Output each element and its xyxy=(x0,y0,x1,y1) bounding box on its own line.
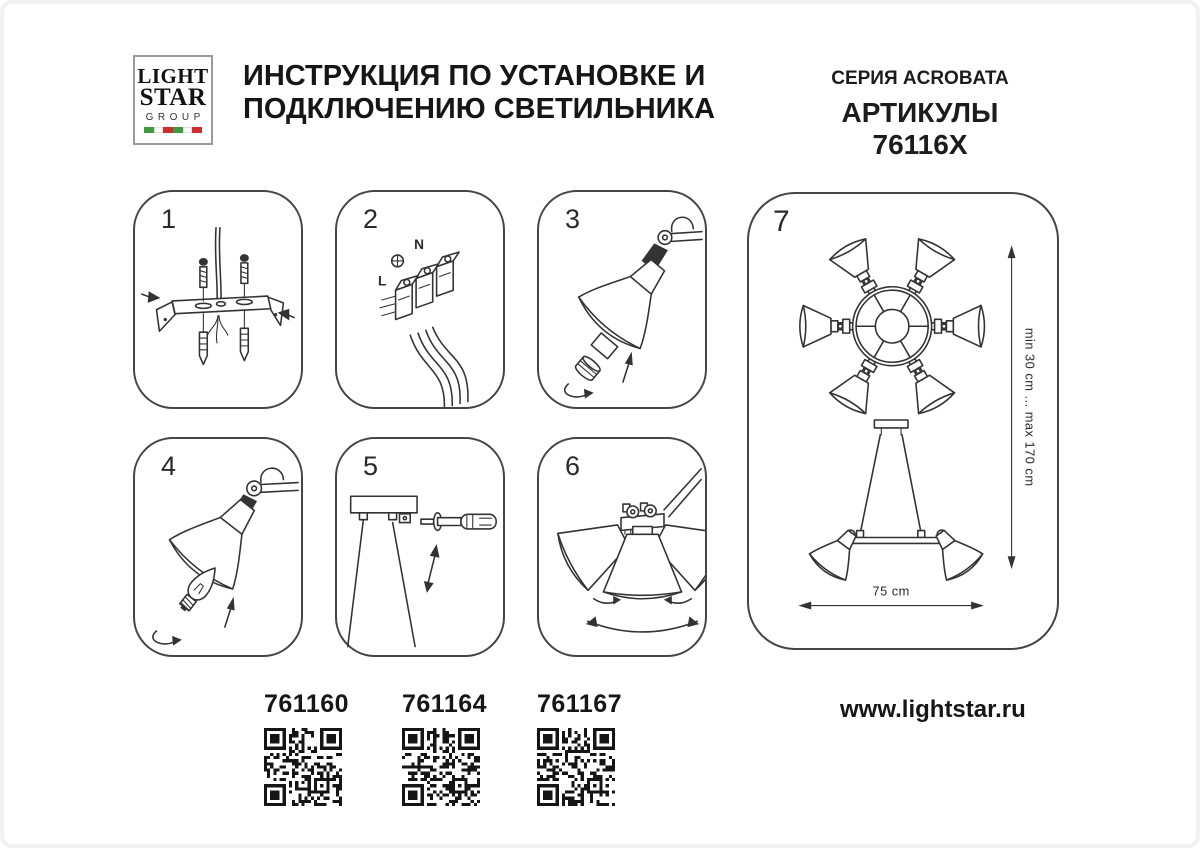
step-panel-7 xyxy=(747,192,1059,650)
ground-icon xyxy=(392,255,404,267)
step-panel-5 xyxy=(335,437,505,657)
title-line-2: ПОДКЛЮЧЕНИЮ СВЕТИЛЬНИКА xyxy=(243,93,716,125)
socket-ring xyxy=(574,354,602,382)
chandelier-top-view xyxy=(800,236,985,417)
terminal-block-diagram xyxy=(337,192,503,407)
article-code: 761167 xyxy=(537,690,623,718)
up-down-arrow-icon xyxy=(424,544,440,593)
logo-word-group: GROUP xyxy=(145,112,205,123)
article-block xyxy=(264,690,350,806)
step-panel-1 xyxy=(133,190,303,409)
series-articles: АРТИКУЛЫ 76116X xyxy=(841,97,999,160)
shade-mounting-diagram xyxy=(539,192,705,407)
step-number: 6 xyxy=(565,451,581,481)
page-title xyxy=(243,60,715,126)
width-label: 75 cm xyxy=(872,583,910,599)
title-line-1: ИНСТРУКЦИЯ ПО УСТАНОВКЕ И xyxy=(243,60,706,92)
step-panel-2 xyxy=(335,190,505,409)
step-panel-6 xyxy=(537,437,707,657)
step-number: 5 xyxy=(363,451,379,481)
italian-flag-icon xyxy=(144,127,202,133)
series-name: СЕРИЯ ACROBATA xyxy=(831,68,1009,89)
swivel-arrow-icons xyxy=(586,596,699,632)
step-number: 1 xyxy=(161,204,177,234)
article-code: 761160 xyxy=(264,690,350,718)
article-block xyxy=(402,690,488,806)
step-number: 4 xyxy=(161,451,177,481)
rotate-arrow-icon xyxy=(565,384,594,399)
step-panel-3 xyxy=(537,190,707,409)
height-dimension xyxy=(1008,245,1038,569)
article-code: 761164 xyxy=(402,690,488,718)
logo-word-star: STAR xyxy=(139,84,207,111)
qr-code xyxy=(402,728,480,806)
step-number: 7 xyxy=(773,205,790,238)
insert-arrow-icon xyxy=(225,597,235,627)
step-panel-4 xyxy=(133,437,303,657)
chandelier-side-view xyxy=(806,420,985,584)
qr-code xyxy=(537,728,615,806)
logo-word-light: LIGHT xyxy=(137,64,209,88)
series-info xyxy=(808,68,1032,161)
terminal-label-l: L xyxy=(378,273,387,289)
article-block xyxy=(537,690,623,806)
rotate-arrow-icon xyxy=(153,631,182,646)
mounting-bracket-diagram xyxy=(135,192,301,407)
website-link: www.lightstar.ru xyxy=(840,696,1026,723)
bulb-installation-diagram xyxy=(135,439,301,655)
lightstar-logo xyxy=(133,55,213,145)
width-dimension xyxy=(798,584,984,610)
terminal-label-n: N xyxy=(414,237,425,253)
dimensions-diagram xyxy=(749,194,1057,648)
screwdriver xyxy=(421,513,496,531)
qr-code xyxy=(264,728,342,806)
terminal-connectors xyxy=(396,252,459,319)
shade-swivel-diagram xyxy=(539,439,705,655)
cord-adjustment-diagram xyxy=(337,439,503,655)
height-range-label: min 30 cm ... max 170 cm xyxy=(1022,327,1038,487)
step-number: 3 xyxy=(565,204,581,234)
insert-arrow-icon xyxy=(623,352,633,382)
step-number: 2 xyxy=(363,204,379,234)
